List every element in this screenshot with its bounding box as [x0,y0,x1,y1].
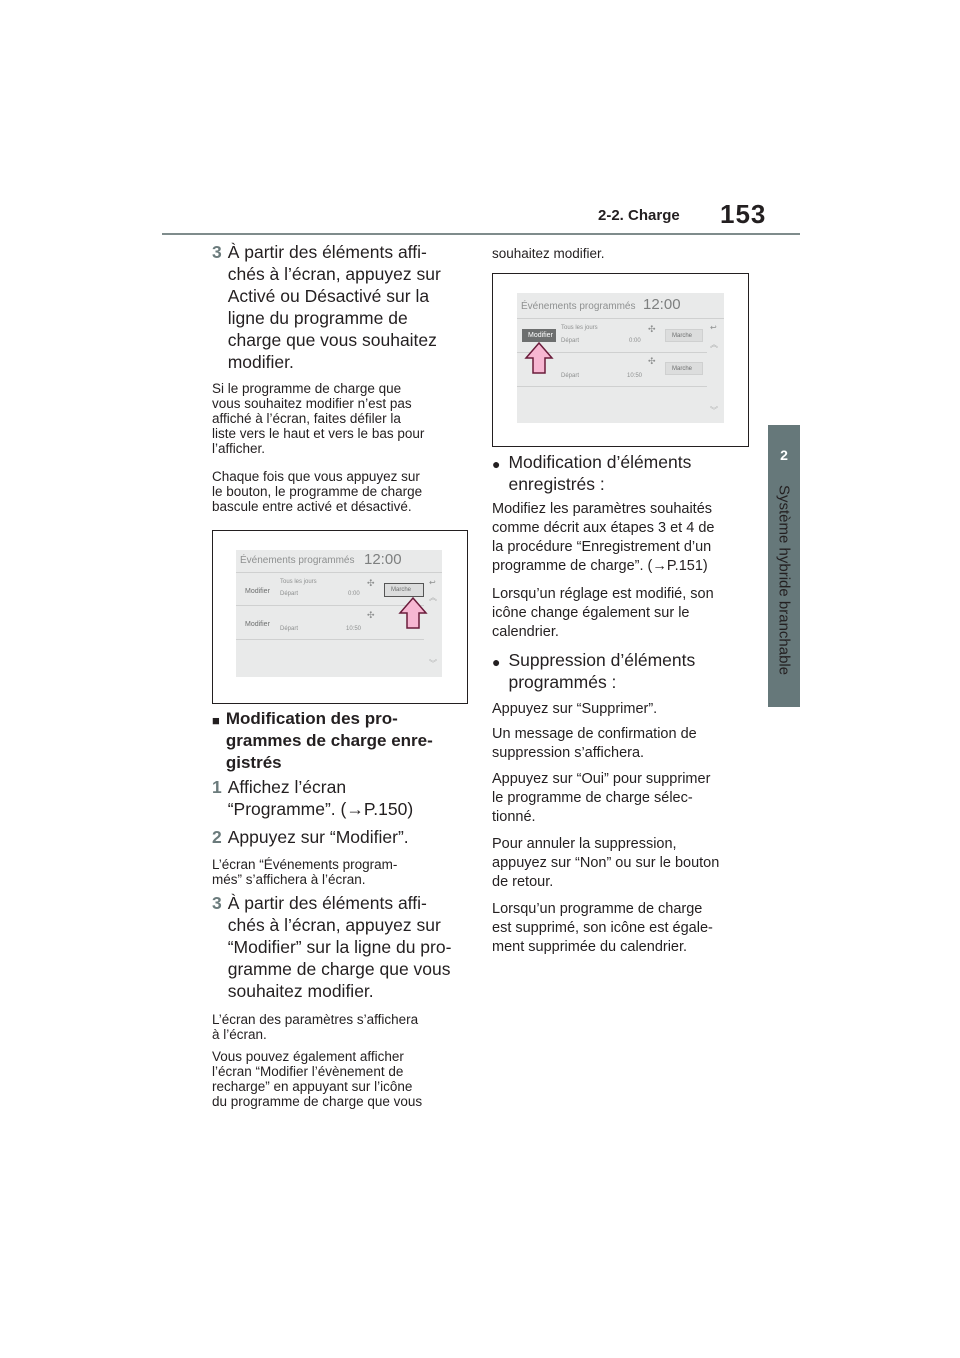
text-line: de retour. [492,874,554,890]
text-line: Modification des pro- [225,709,398,728]
step-1 [212,776,467,820]
text-line: le bouton, le programme de charge [212,484,423,499]
pointer-arrow-icon [398,596,428,630]
text-line: programme de charge”. (→P.151) [492,558,708,574]
text-line: Lorsqu’un programme de charge [492,901,703,917]
text-line: la procédure “Enregistrement d’un [492,539,712,555]
back-icon[interactable]: ↩ [710,323,717,332]
charge-icon: ✣ [648,324,656,334]
scroll-down-icon[interactable]: ︾ [429,659,437,668]
text-line: suppression s’affichera. [492,745,645,761]
text-line: enregistrés : [508,474,605,494]
back-icon[interactable]: ↩ [429,578,436,587]
text-line: gramme de charge que vous [227,959,451,979]
text-line: Modification d’éléments [508,452,692,472]
text-line: Vous pouvez également afficher [212,1049,404,1064]
step-number: 1 [212,777,222,797]
header-rule [162,233,800,235]
text-line: l’écran “Modifier l’évènement de [212,1064,404,1079]
charge-icon: ✣ [367,578,375,588]
step-number: 3 [212,242,222,262]
divider [517,386,707,387]
left-column [212,241,462,373]
text-line: appuyez sur “Non” ou sur le bouton [492,855,720,871]
paragraph-6 [492,835,754,892]
depart-label: Départ [561,373,580,379]
text-line: le programme de charge sélec- [492,790,693,806]
text-line: est supprimé, son icône est égale- [492,920,713,936]
text-line: Affichez l’écran [227,777,347,797]
chapter-label: Système hybride branchable [775,485,793,676]
screenshot-frame-1 [212,530,468,704]
time-value-2: 10:50 [346,626,362,632]
time-value-2: 10:50 [627,373,643,379]
text-line: programmés : [508,672,617,692]
divider [517,318,724,319]
charge-icon: ✣ [367,610,375,620]
text-line: Lorsqu’un réglage est modifié, son [492,586,714,602]
everyday-label: Tous les jours [561,325,598,331]
step-2 [212,826,467,848]
everyday-label: Tous les jours [280,579,317,585]
screenshot-frame-2 [492,273,749,447]
divider [236,605,424,606]
depart-label: Départ [280,591,299,597]
text-line: chés à l’écran, appuyez sur [227,264,441,284]
text-line: grammes de charge enre- [225,731,433,750]
text-line: icône change également sur le [492,605,690,621]
text-line: recharge” en appuyant sur l’icône [212,1079,413,1094]
note-4 [212,1012,472,1042]
bullet-2 [492,649,752,693]
step-3b [212,892,470,1002]
text-line: comme décrit aux étapes 3 et 4 de [492,520,715,536]
charge-icon: ✣ [648,356,656,366]
divider [236,572,442,573]
time-value-1: 0:00 [629,338,641,344]
bullet-dot-icon: ● [492,456,501,472]
scroll-up-icon[interactable]: ︽ [710,340,718,349]
text-line: bascule entre activé et désactivé. [212,499,412,514]
on-button[interactable]: Marche [665,362,703,375]
modify-button[interactable]: Modifier [239,616,275,632]
scroll-down-icon[interactable]: ︾ [710,406,718,415]
paragraph-2 [492,585,754,642]
chapter-number: 2 [780,447,788,463]
screen-events [236,550,442,677]
on-button[interactable]: Marche [665,329,703,342]
depart-label: Départ [280,626,299,632]
screen-title: Événements programmés [521,301,636,312]
note-1 [212,381,472,456]
text-line: l’afficher. [212,441,266,456]
text-line: chés à l’écran, appuyez sur [227,915,441,935]
paragraph-1 [492,500,754,576]
paragraph-4 [492,725,754,763]
text-line: gistrés [225,753,282,772]
text-line: affiché à l’écran, faites défiler la [212,411,401,426]
text-line: “Modifier” sur la ligne du pro- [227,937,452,957]
text-line: vous souhaitez modifier n’est pas [212,396,412,411]
note-2 [212,469,472,514]
scroll-up-icon[interactable]: ︽ [429,593,437,602]
on-button[interactable]: Marche [384,583,424,597]
text-line: ment supprimée du calendrier. [492,939,688,955]
text-line: L’écran “Événements program- [212,857,398,872]
text-line: Chaque fois que vous appuyez sur [212,469,420,484]
screen-clock: 12:00 [643,296,681,313]
text-line: À partir des éléments affi- [227,242,427,262]
step-number: 2 [212,827,222,847]
time-value-1: 0:00 [348,591,360,597]
text-line: charge que vous souhaitez [227,330,437,350]
text-line: Un message de confirmation de [492,726,697,742]
text-line: Si le programme de charge que [212,381,402,396]
section-heading [212,708,472,774]
text-line: L’écran des paramètres s’affichera [212,1012,419,1027]
text-line: Activé ou Désactivé sur la [227,286,430,306]
paragraph-3: Appuyez sur “Supprimer”. [492,701,658,717]
depart-label: Départ [561,338,580,344]
note-3 [212,857,472,887]
text-line: calendrier. [492,624,559,640]
text-line: Modifiez les paramètres souhaités [492,501,713,517]
bullet-dot-icon: ● [492,654,501,670]
page-number: 153 [720,199,767,229]
text-line: més” s’affichera à l’écran. [212,872,366,887]
divider [236,639,424,640]
note-5 [212,1049,472,1109]
text-line: Pour annuler la suppression, [492,836,677,852]
text-line: À partir des éléments affi- [227,893,427,913]
screen-title: Événements programmés [240,555,355,566]
text-line: “Programme”. (→P.150) [227,799,414,819]
step-3a [212,241,462,373]
text-line: Appuyez sur “Modifier”. [227,827,409,847]
text-line: ligne du programme de [227,308,408,328]
paragraph-7 [492,900,754,957]
text-line: Suppression d’éléments [508,650,696,670]
section-title: 2-2. Charge [598,207,680,224]
pointer-arrow-icon [524,341,554,375]
text-line: modifier. [227,352,294,372]
step-number: 3 [212,893,222,913]
text-line: souhaitez modifier. [227,981,374,1001]
screen-clock: 12:00 [364,551,402,568]
paragraph-5 [492,770,754,827]
modify-button[interactable]: Modifier [239,583,275,599]
text-line: Appuyez sur “Oui” pour supprimer [492,771,711,787]
text-line: du programme de charge que vous [212,1094,423,1109]
text-line: à l’écran. [212,1027,267,1042]
text-line: liste vers le haut et vers le bas pour [212,426,425,441]
continuation-line: souhaitez modifier. [492,246,605,261]
screen-events [517,293,724,423]
text-line: tionné. [492,809,536,825]
bullet-1 [492,451,752,495]
modify-button-selected[interactable]: Modifier [522,329,556,342]
square-bullet-icon: ■ [212,713,220,728]
